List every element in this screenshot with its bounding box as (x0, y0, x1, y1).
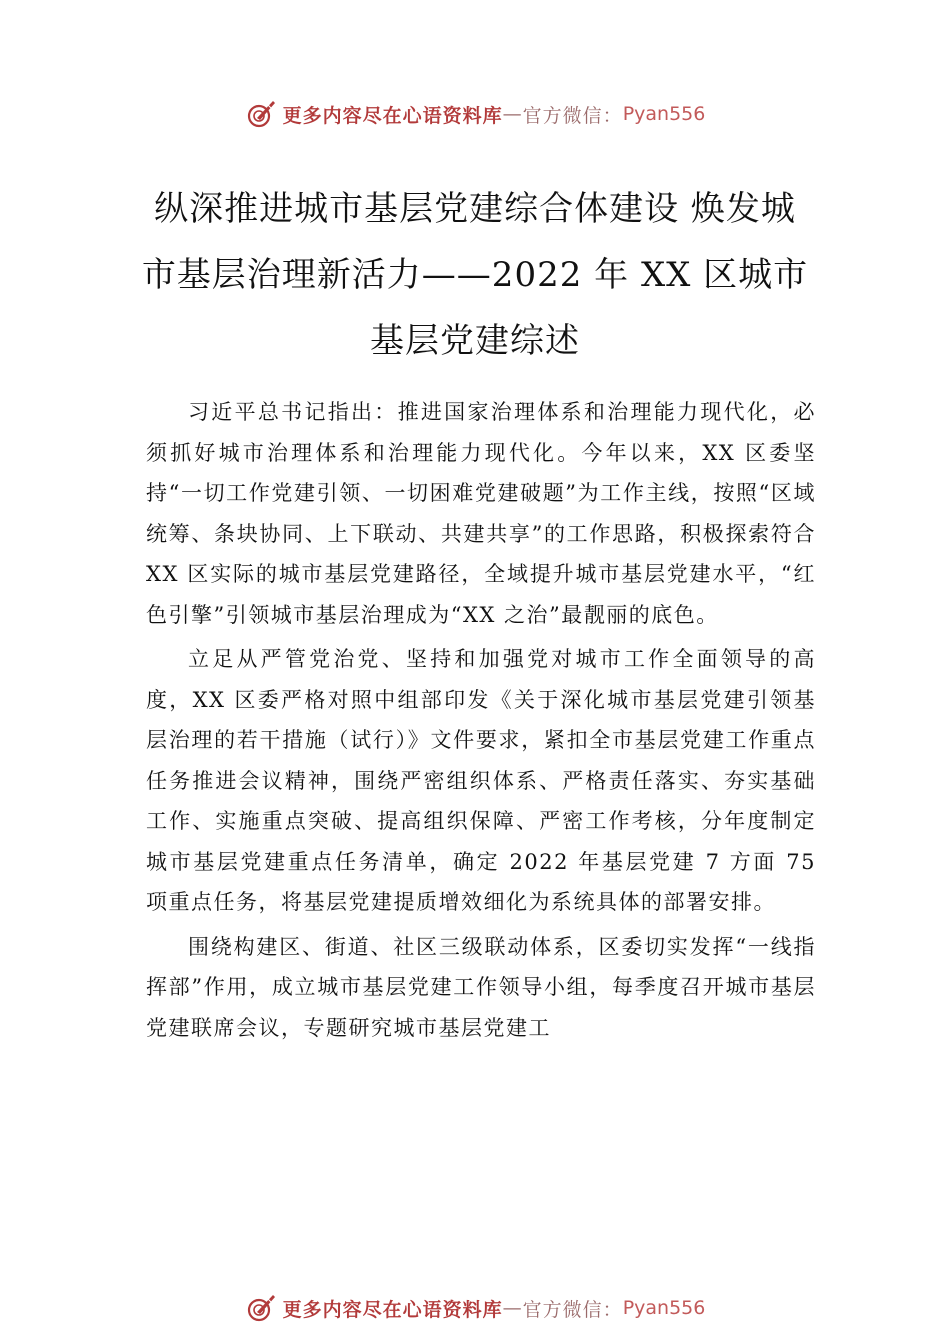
watermark-brand: 更多内容尽在心语资料库 (282, 104, 503, 127)
watermark-contact-id: Pyan556 (622, 103, 706, 125)
paragraph: 习近平总书记指出：推进国家治理体系和治理能力现代化，必须抓好城市治理体系和治理能力现代化。今年以来，XX 区委坚持“一切工作党建引领、一切困难党建破题”为工作主线，按照“区域统筹、条块协同、上下联动、共建共享”的工作思路，积极探索符合 XX 区实际的城市基层党建路径，全域提升城市基层党建水平，“红色引擎”引领城市基层治理成为“XX 之治”最靓丽的底色。 (146, 400, 816, 627)
paragraph: 围绕构建区、街道、社区三级联动体系，区委切实发挥“一线指挥部”作用，成立城市基层党建工作领导小组，每季度召开城市基层党建联席会议，专题研究城市基层党建工 (146, 934, 816, 1040)
paragraph: 立足从严管党治党、坚持和加强党对城市工作全面领导的高度，XX 区委严格对照中组部印发《关于深化城市基层党建引领基层治理的若干措施（试行）》文件要求，紧扣全市基层党建工作重点任务推进会议精神，围绕严密组织体系、严格责任落实、夯实基础工作、实施重点突破、提高组织保障、严密工作考核，分年度制定城市基层党建重点任务清单，确定 2022 年基层党建 7 方面 75 项重点任务，将基层党建提质增效细化为系统具体的部署安排。 (146, 647, 816, 914)
watermark-contact-id: Pyan556 (622, 1297, 706, 1319)
footer-watermark (0, 1292, 950, 1324)
watermark-contact-label: 官方微信： (522, 1298, 623, 1321)
quill-pen-logo-icon (245, 98, 277, 130)
document-title: 纵深推进城市基层党建综合体建设 焕发城市基层治理新活力——2022 年 XX 区城市基层党建综述 (141, 189, 809, 361)
watermark-separator: — (502, 103, 523, 125)
watermark-brand: 更多内容尽在心语资料库 (282, 1298, 503, 1321)
document-body (146, 392, 816, 1052)
header-watermark (0, 98, 950, 130)
watermark-contact-label: 官方微信： (522, 104, 623, 127)
quill-pen-logo-icon (245, 1292, 277, 1324)
watermark-separator: — (502, 1297, 523, 1319)
